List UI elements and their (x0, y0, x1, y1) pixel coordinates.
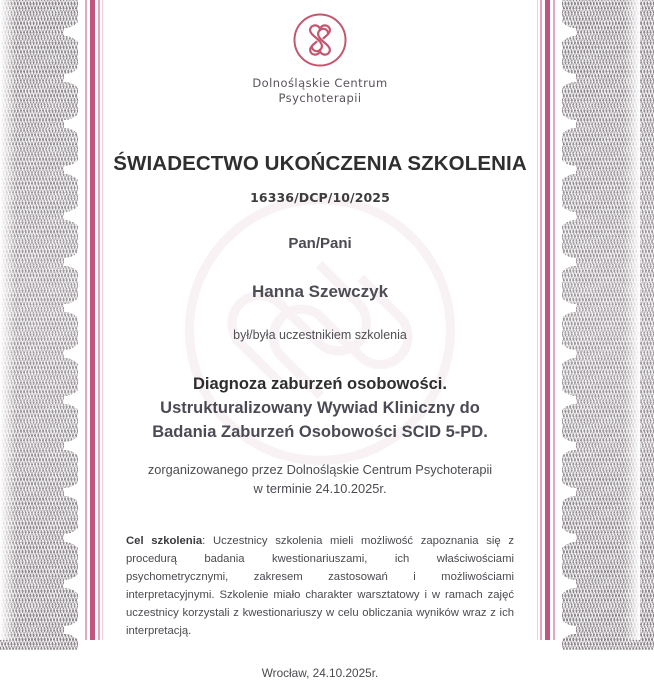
organization-name-line2: Psychoterapii (278, 91, 362, 105)
salutation: Pan/Pani (288, 235, 352, 252)
stripe-medium-left (98, 0, 100, 640)
place-and-date: Wrocław, 24.10.2025r. (261, 666, 379, 680)
stripe-thin-outer-left (85, 0, 87, 640)
participation-line: był/była uczestnikiem szkolenia (233, 328, 407, 342)
stripe-thin-outer-right (553, 0, 555, 640)
right-border-band (530, 0, 640, 640)
border-fade-right (624, 0, 640, 640)
training-title-line3: Badania Zaburzeń Osobowości SCID 5-PD. (152, 423, 488, 441)
training-title-line1: Diagnoza zaburzeń osobowości. (193, 375, 447, 393)
certificate-content (110, 0, 530, 680)
stripe-medium-right (540, 0, 542, 640)
training-title-line2: Ustrukturalizowany Wywiad Kliniczny do (160, 399, 480, 417)
pink-stripes-left (84, 0, 106, 640)
pink-stripes-right (534, 0, 556, 640)
organizer-block (110, 460, 530, 498)
organizer-line1: zorganizowanego przez Dolnośląskie Centrum Psychoterapii (147, 462, 493, 477)
organization-name (110, 76, 530, 106)
training-title (110, 372, 530, 444)
training-goal-label: Cel szkolenia (126, 535, 203, 547)
training-goal-text: : Uczestnicy szkolenia mieli możliwość zapoznania się z procedurą badania kwestionariuszami, ich właściwościami psychometrycznymi, zakresem zastosowań i możliwościami interpretacyjnymi. Szkolenie miało charakter warsztatowy i w ramach zajęć uczestnicy korzystali z kwestionariuszy w celu obliczania wyników wraz z ich interpretacją. (126, 535, 514, 637)
left-border-band (0, 0, 110, 640)
stripe-thick-right (545, 0, 550, 640)
border-fade-left (0, 0, 16, 640)
certificate-number: 16336/DCP/10/2025 (250, 190, 390, 205)
stripe-thick-left (90, 0, 95, 640)
training-goal-paragraph (126, 532, 514, 640)
page-title: ŚWIADECTWO UKOŃCZENIA SZKOLENIA (113, 152, 527, 175)
interlocking-knot-logo-icon (291, 11, 349, 69)
recipient-name: Hanna Szewczyk (251, 282, 389, 301)
brand-lockup (110, 0, 530, 106)
organization-name-line1: Dolnośląskie Centrum (252, 76, 388, 90)
stripe-thin-inner-left (102, 0, 103, 640)
stripe-thin-inner-right (537, 0, 538, 640)
organizer-line2: w terminie 24.10.2025r. (253, 481, 387, 496)
